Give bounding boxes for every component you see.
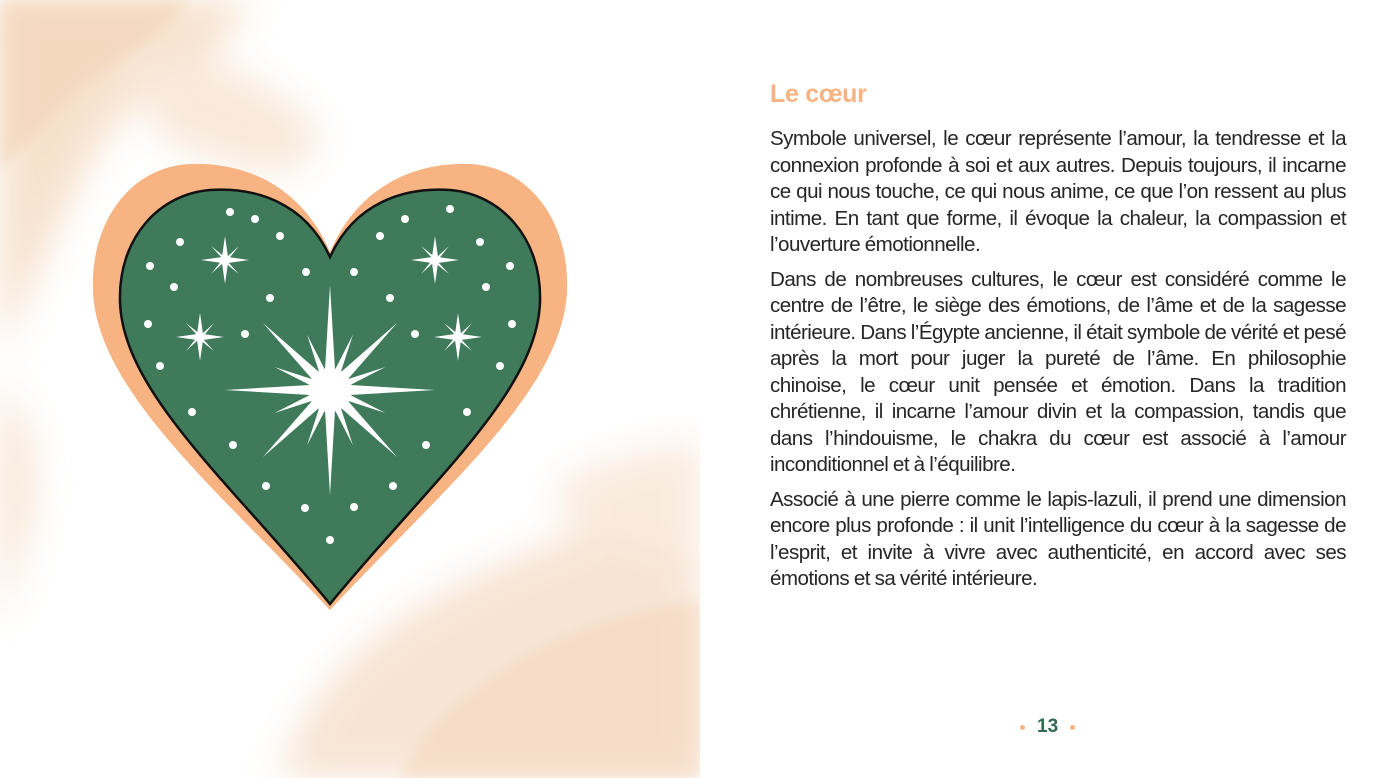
bullet-dot-icon <box>1070 725 1075 730</box>
page-number: 13 <box>1037 716 1059 737</box>
page-number-footer <box>1020 716 1075 738</box>
page-title: Le cœur <box>770 80 867 108</box>
body-text <box>770 126 1346 601</box>
paragraph: Dans de nombreuses cultures, le cœur est considéré comme le centre de l’être, le siège des émotions, de l’âme et de la sagesse intérieure. Dans l’Égypte ancienne, il était symbole de vérité et pesé après la mort pour juger la pureté de l’âme. En philosophie chinoise, le cœur unit pensée et émotion. Dans la tradition chrétienne, il incarne l’amour divin et la compassion, tandis que dans l’hindouisme, le chakra du cœur est associé à l’amour inconditionnel et à l’équilibre. <box>770 267 1346 476</box>
bullet-dot-icon <box>1020 725 1025 730</box>
text-page <box>700 0 1400 778</box>
paragraph: Associé à une pierre comme le lapis-lazuli, il prend une dimension encore plus profonde : il unit l’intelligence du cœur à la sagesse de l’esprit, et invite à vivre avec authenticité, en accord avec ses émotions et sa vérité intérieure. <box>770 487 1346 590</box>
heart-with-stars-icon <box>90 162 570 612</box>
paragraph: Symbole universel, le cœur représente l’amour, la tendresse et la connexion profonde à soi et aux autres. Depuis toujours, il incarne ce qui nous touche, ce qui nous anime, ce que l’on ressent au plus intime. En tant que forme, il évoque la chaleur, la compassion et l’ouverture émotionnelle. <box>770 127 1346 256</box>
